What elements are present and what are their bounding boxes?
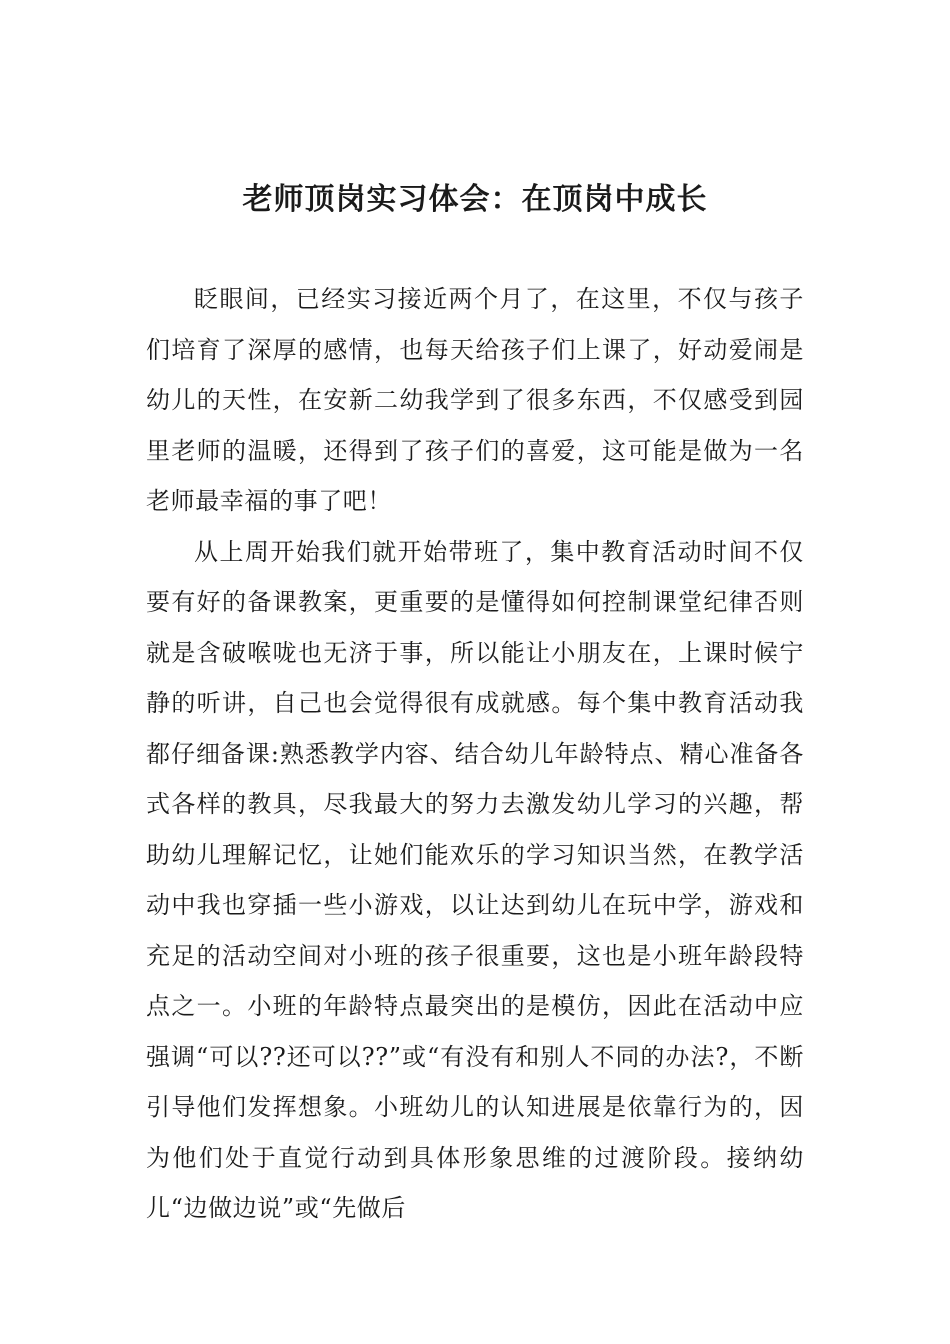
document-title: 老师顶岗实习体会：在顶岗中成长 xyxy=(242,182,708,217)
document-body xyxy=(146,274,804,1234)
paragraph-1: 眨眼间，已经实习接近两个月了，在这里，不仅与孩子们培育了深厚的感情，也每天给孩子们上课了，好动爱闹是幼儿的天性，在安新二幼我学到了很多东西，不仅感受到园里老师的温暖，还得到了孩子们的喜爱，这可能是做为一名老师最幸福的事了吧！ xyxy=(146,285,804,515)
paragraph-2: 从上周开始我们就开始带班了，集中教育活动时间不仅要有好的备课教案，更重要的是懂得如何控制课堂纪律否则就是含破喉咙也无济于事，所以能让小朋友在，上课时候宁静的听讲，自己也会觉得很有成就感。每个集中教育活动我都仔细备课:熟悉教学内容、结合幼儿年龄特点、精心准备各式各样的教具，尽我最大的努力去激发幼儿学习的兴趣，帮助幼儿理解记忆，让她们能欢乐的学习知识当然，在教学活动中我也穿插一些小游戏，以让达到幼儿在玩中学，游戏和充足的活动空间对小班的孩子很重要，这也是小班年龄段特点之一。小班的年龄特点最突出的是模仿，因此在活动中应强调“可以??还可以??”或“有没有和别人不同的办法?，不断引导他们发挥想象。小班幼儿的认知进展是依靠行为的，因为他们处于直觉行动到具体形象思维的过渡阶段。接纳幼儿“边做边说”或“先做后 xyxy=(146,537,804,1222)
